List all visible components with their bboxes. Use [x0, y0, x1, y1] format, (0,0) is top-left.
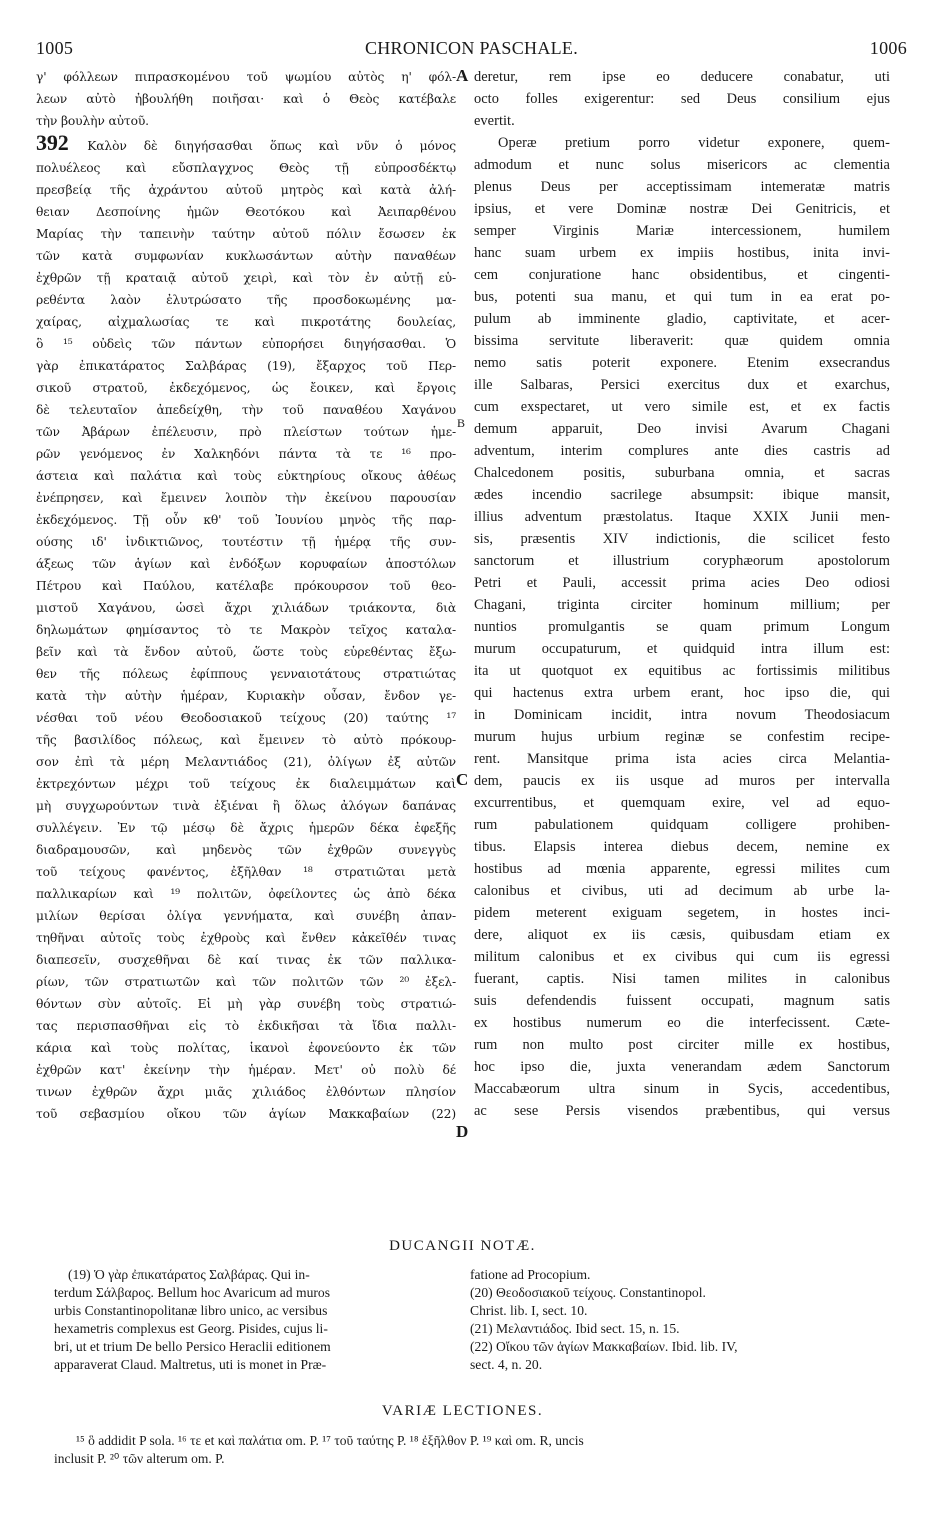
note-line: urbis Constantinopolitanæ libro unico, ac versibus [54, 1303, 328, 1318]
latin-text-line: calonibus et civibus, uti ad decimum ab urbe la- [474, 883, 890, 899]
left-page-number: 1005 [36, 38, 74, 58]
latin-text-line: admodum et nunc solus misericors ac clementia [474, 157, 890, 173]
section-number: 392 [36, 132, 88, 155]
greek-text-line: ἐχθρῶν κατ' ἐκείνην τὴν ἡμέραν. Μετ' οὐ πολὺ δέ [36, 1063, 456, 1077]
greek-text-line: τοῦ σεβασμίου οἴκου τῶν ἁγίων Μακκαβαίων (22) [36, 1107, 456, 1121]
margin-marker-b: B [457, 416, 466, 430]
greek-text-line: δηλωμάτων φημίσαντος τὸ τε Μακρὸν τεῖχος καταλα- [36, 623, 456, 637]
latin-text-line: hanc suam urbem ex impiis hostibus, inita invi- [474, 245, 890, 261]
margin-marker-d: D [456, 1122, 469, 1141]
latin-text-line: militum calonibus et ex civibus qui cum iis egressi [474, 949, 890, 965]
greek-text-line: σον ἐπὶ τὰ μέρη Μελαντιάδος (21), ὀλίγων ἐξ αὐτῶν [36, 755, 456, 769]
note-line: bri, ut et trium De bello Persico Heraclii editionem [54, 1339, 331, 1354]
latin-text-line: semper Virginis Mariæ intercessionem, humilem [474, 223, 890, 239]
latin-text-line: nuntios promulgantis se quam primum Longum [474, 619, 890, 635]
latin-text-line: pidem meterent exiguam segetem, in hostes inci- [474, 905, 890, 921]
greek-text-line: θόντων σὺν αὐτοῖς. Εἰ μὴ γὰρ συνέβη τοὺς στρατιώ- [36, 997, 456, 1011]
latin-text-line: hostibus ad mœnia apparente, egressi milites cum [474, 861, 890, 877]
greek-text-line: τινων ἐχθρῶν ἄχρι μιᾶς χιλιάδος ἐλθόντων πλησίον [36, 1085, 456, 1099]
latin-text-line: Operæ pretium porro videtur exponere, quem- [498, 135, 890, 151]
greek-text-line: πολυέλεος καὶ εὔσπλαγχνος Θεὸς τῇ εὐπροσδέκτῳ [36, 161, 456, 175]
greek-text-line: γὰρ ἐπικατάρατος Σαλβάρας (19), ἔξαρχος τοῦ Περ- [36, 359, 456, 373]
greek-text-line: πρεσβείᾳ τῆς ἀχράντου αὐτοῦ μητρὸς καὶ κατὰ ἀλή- [36, 183, 456, 197]
latin-text-line: ex hostibus numerum eo die interfecissent. Cæte- [474, 1015, 890, 1031]
greek-text-line: λεων αὐτὸ ἠβουλήθη ποιῆσαι· καὶ ὁ Θεὸς κατέβαλε [36, 92, 456, 106]
greek-text-line: δὲ τελευταῖον ἀπεδείχθη, τὴν τοῦ παναθέου Χαγάνου [36, 403, 456, 417]
latin-text-line: evertit. [474, 113, 515, 129]
greek-text-line: ἐχθρῶν τῇ κραταιᾷ αὐτοῦ χειρὶ, καὶ τὸν ἐν αὐτῇ εὑ- [36, 271, 456, 285]
latin-text-line: rum pabulationem quidquam colligere prohiben- [474, 817, 890, 833]
greek-text-line: διαπεσεῖν, συσχεθῆναι δὲ καί τινας ἐκ τῶν παλλικα- [36, 953, 456, 967]
greek-text-line: ρίων, τῶν στρατιωτῶν καὶ τῶν πολιτῶν τῶν ²⁰ ἐξελ- [36, 975, 456, 989]
latin-text-line: plenus Deus per acceptissimam intemeratæ matris [474, 179, 890, 195]
page-title: CHRONICON PASCHALE. [364, 38, 579, 58]
note-line: terdum Σάλβαρος. Bellum hoc Avaricum ad muros [54, 1285, 330, 1300]
greek-text-line: κατὰ τὴν αὐτὴν ἡμέραν, Κυριακὴν οὖσαν, ἔνδον γε- [36, 689, 456, 703]
greek-text-line: άστεια καὶ παλάτια καὶ τοὺς εὐκτηρίους οἴκους ἀθέως [36, 469, 456, 483]
right-page-number: 1006 [869, 38, 907, 58]
notes-left-column [54, 1266, 454, 1374]
greek-text-line: ρεθέντα λαὸν ἐλυτρώσατο τῆς προσδοκωμένης μα- [36, 293, 456, 307]
latin-text-line: nemo satis poterit exponere. Etenim exsecrandus [474, 355, 890, 371]
greek-text-line: θειαν Δεσποίνης ἡμῶν Θεοτόκου καὶ Ἀειπαρθένου [36, 205, 456, 219]
variae-heading: VARIÆ LECTIONES. [381, 1403, 544, 1419]
greek-column [36, 66, 456, 1216]
greek-text-line: μιστοῦ Χαγάνου, ὡσεὶ ἄχρι χιλιάδων τριάκοντα, διὰ [36, 601, 456, 615]
greek-text-line: ἐκδεχόμενος. Τῇ οὖν κθ' τοῦ Ἰουνίου μηνὸς τῆς παρ- [36, 513, 456, 527]
variant-line: ¹⁵ ὃ addidit P sola. ¹⁶ τε et καὶ παλάτια om. P. ¹⁷ τοῦ ταύτης P. ¹⁸ ἐξῆλθον P. ¹⁹ καὶ om. R, uncis [76, 1433, 584, 1448]
latin-text-line: bus, potenti sua manu, et qui tum in ea erat po- [474, 289, 890, 305]
greek-text-line: συλλέγειν. Ἐν τῷ μέσῳ δὲ ἄχρις ἡμερῶν δέκα ἐφεξῆς [36, 821, 456, 835]
latin-text-line: adventum, interim complures ante dies castris ad [474, 443, 890, 459]
greek-text-line: θεν τῆς πόλεως ἐφίππους γενναιοτάτους στρατιώτας [36, 667, 456, 681]
latin-text-line: octo folles exigerentur: sed Deus consilium ejus [474, 91, 890, 107]
latin-text-line: ille Salbaras, Persici exercitus dux et exarchus, [474, 377, 890, 393]
latin-text-line: rum non multo post circiter mille ex hostibus, [474, 1037, 890, 1053]
greek-text-line: άξεως τῶν ἁγίων καὶ ἐνδόξων κορυφαίων ἀποστόλων [36, 557, 456, 571]
latin-text-line: sanctorum et illustrium coryphæorum apostolorum [474, 553, 890, 569]
greek-text-line: τὴν βουλὴν αὐτοῦ. [36, 114, 149, 128]
latin-text-line: ac sese Persis visendos præbentibus, qui versus [474, 1103, 890, 1119]
latin-text-line: ita ut quotquot ex equitibus ac fortissimis militibus [474, 663, 890, 679]
note-line: (22) Οἴκου τῶν ἁγίων Μακκαβαίων. Ibid. lib. IV, [470, 1339, 738, 1354]
greek-text-line: ούσης ιδ' ἰνδικτιῶνος, τουτέστιν τῇ ἡμέρᾳ τῆς συν- [36, 535, 456, 549]
latin-text-line: dem, paucis ex iis usque ad muros per intervalla [474, 773, 890, 789]
latin-text-line: rent. Mansitque prima ista acies circa Melantia- [474, 751, 890, 767]
greek-text-line: παλλικαρίων καὶ ¹⁹ πολιτῶν, ὀφείλοντες ὡς ἀπὸ δέκα [36, 887, 456, 901]
latin-text-line: in Dominicam incidit, intra novum Theodosiacum [474, 707, 890, 723]
greek-text-line: τηθῆναι αὐτοῖς τοὺς ἐχθροὺς καὶ ἔνθεν κἀκεῖθέν τινας [36, 931, 456, 945]
latin-text-line: demum apparuit, Deo invisi Avarum Chagani [474, 421, 890, 437]
greek-text-line: τῶν Ἀβάρων ἐπέλευσιν, πρὸ πλείστων τούτων ἡμε- [36, 425, 456, 439]
latin-text-line: sis, præsentis XIV indictionis, die scilicet festo [474, 531, 890, 547]
greek-text-line: ἐνέπρησεν, καὶ ἔμεινεν λοιπὸν τὴν ἐκείνου παρουσίαν [36, 491, 456, 505]
notes-right-column [470, 1266, 890, 1374]
latin-text-line: fuerant, captis. Nisi tamen milites in calonibus [474, 971, 890, 987]
greek-text-line: σικοῦ στρατοῦ, ἐκδεχόμενος, ὡς ἔοικεν, καὶ ἔργοις [36, 381, 456, 395]
note-line: (19) Ὁ γὰρ ἐπικατάρατος Σαλβάρας. Qui in- [68, 1267, 310, 1282]
note-line: apparaverat Claud. Maltretus, uti is monet in Præ- [54, 1357, 327, 1372]
latin-text-line: qui hactenus extra urbem erant, hoc ipso die, qui [474, 685, 890, 701]
latin-text-line: murum hujus urbium reginæ se confestim recipe- [474, 729, 890, 745]
note-line: hexametris complexus est Georg. Pisides, cujus li- [54, 1321, 328, 1336]
latin-text-line: illius adventum præstolatus. Itaque XXIX Junii men- [474, 509, 890, 525]
greek-text-line: μὴ συγχωρούντων τινὰ ἐξιέναι ἢ ὅλως ἀλόγων δαπάνας [36, 799, 456, 813]
note-line: (20) Θεοδοσιακοῦ τείχους. Constantinopol. [470, 1285, 706, 1300]
greek-text-line [36, 132, 456, 157]
notes-heading: DUCANGII NOTÆ. [389, 1238, 536, 1254]
greek-text-line: μιλίων θερίσαι ὀλίγα γεννήματα, καὶ συνέβη ἀπαν- [36, 909, 456, 923]
latin-text-line: cum exspectaret, ut vero simile est, et ex factis [474, 399, 890, 415]
greek-text-line: χαίρας, αἰχμαλωσίας τε καὶ πικροτάτης δουλείας, [36, 315, 456, 329]
latin-text-line: deretur, rem ipse eo deducere conabatur, uti [474, 69, 890, 85]
latin-text-line: ipsius, et vere Dominæ nostræ Dei Genitricis, et [474, 201, 890, 217]
latin-text-line: dere, aliquot ex iis cæsis, quibusdam etiam ex [474, 927, 890, 943]
latin-text-line: suis defendendis fuissent occupati, magnum satis [474, 993, 890, 1009]
greek-text-line: νέσθαι τοῦ νέου Θεοδοσιακοῦ τείχους (20) ταύτης ¹⁷ [36, 711, 456, 725]
greek-text-line: Μαρίας τὴν ταπεινὴν ταύτην αὐτοῦ πόλιν ἔσωσεν ἐκ [36, 227, 456, 241]
latin-text-line: excurrentibus, et quemquam exire, vel ad equo- [474, 795, 890, 811]
latin-text-line: bissima servitute liberaverit: quæ quidem omnia [474, 333, 890, 349]
text-line-body: Καλὸν δὲ διηγήσασθαι ὅπως καὶ νῦν ὁ μόνος [87, 139, 456, 153]
note-line: fatione ad Procopium. [470, 1267, 591, 1282]
greek-text-line: τοῦ τείχους φανέντος, ἐξῆλθαν ¹⁸ στρατιῶται μετὰ [36, 865, 456, 879]
latin-text-line: murum occupaturum, et quidquid intra illum est: [474, 641, 890, 657]
latin-text-line: cem conjuratione hanc obsidentibus, et cingenti- [474, 267, 890, 283]
latin-text-line: Chagani, triginta circiter hominum millium; per [474, 597, 890, 613]
greek-text-line: τας περισπασθῆναι εἰς τὸ ἐκδικῆσαι τὰ ἴδια παλλι- [36, 1019, 456, 1033]
margin-marker-c: C [456, 770, 469, 789]
variant-line: inclusit P. ²⁰ τῶν alterum om. P. [54, 1451, 225, 1466]
latin-text-line: hoc ipso die, juxta venerandam ædem Sanctorum [474, 1059, 890, 1075]
greek-text-line: Πέτρου καὶ Παύλου, κατέλαβε πρόκουρσον τοῦ θεο- [36, 579, 456, 593]
note-line: (21) Μελαντιάδος. Ibid sect. 15, n. 15. [470, 1321, 680, 1336]
variae-lectiones [54, 1432, 894, 1468]
greek-text-line: τῆς βασιλίδος πόλεως, καὶ ἔμεινεν τὸ αὐτὸ πρόκουρ- [36, 733, 456, 747]
greek-text-line: ὃ ¹⁵ οὐδεὶς τῶν πάντων εὐπορήσει διηγήσασθαι. Ὁ [36, 337, 456, 351]
greek-text-line: βεῖν καὶ τὰ ἔνδον αὐτοῦ, ὥστε τοὺς εὑρεθέντας ἔξω- [36, 645, 456, 659]
running-head [36, 38, 907, 62]
greek-text-line: γ' φόλλεων πιπρασκομένου τοῦ ψωμίου αὐτὸς η' φόλ- [36, 70, 456, 84]
latin-text-line: pulum ab imminente gladio, captivitate, et acer- [474, 311, 890, 327]
greek-text-line: διαδραμουσῶν, καὶ μηδενὸς τῶν ἐχθρῶν συνεγγὺς [36, 843, 456, 857]
latin-text-line: Chalcedonem positis, suburbana omnia, et sacras [474, 465, 890, 481]
note-line: Christ. lib. I, sect. 10. [470, 1303, 588, 1318]
greek-text-line: κάρια καὶ τοὺς πολίτας, ἱκανοὶ ἐφονεύοντο ἐκ τῶν [36, 1041, 456, 1055]
greek-text-line: ἐκτρεχόντων μέχρι τοῦ τείχους ἐκ διαλειμμάτων καὶ [36, 777, 456, 791]
greek-text-line: ρῶν γενόμενος ἐν Χαλκηδόνι πάντα τὰ τε ¹⁶ προ- [36, 447, 456, 461]
latin-text-line: Maccabæorum ultra sinum in Sycis, accedentibus, [474, 1081, 890, 1097]
note-line: sect. 4, n. 20. [470, 1357, 543, 1372]
margin-marker-a: A [456, 66, 469, 85]
latin-text-line: ædes incendio sacrilege absumpsit: ibique mansit, [474, 487, 890, 503]
latin-text-line: Petri et Pauli, accessit prima acies Deo odiosi [474, 575, 890, 591]
latin-text-line: tibus. Elapsis interea diebus decem, nemine ex [474, 839, 890, 855]
greek-text-line: τῶν κατὰ συμφωνίαν κυκλωσάντων αὐτὴν παναθέων [36, 249, 456, 263]
latin-column [474, 66, 890, 1216]
